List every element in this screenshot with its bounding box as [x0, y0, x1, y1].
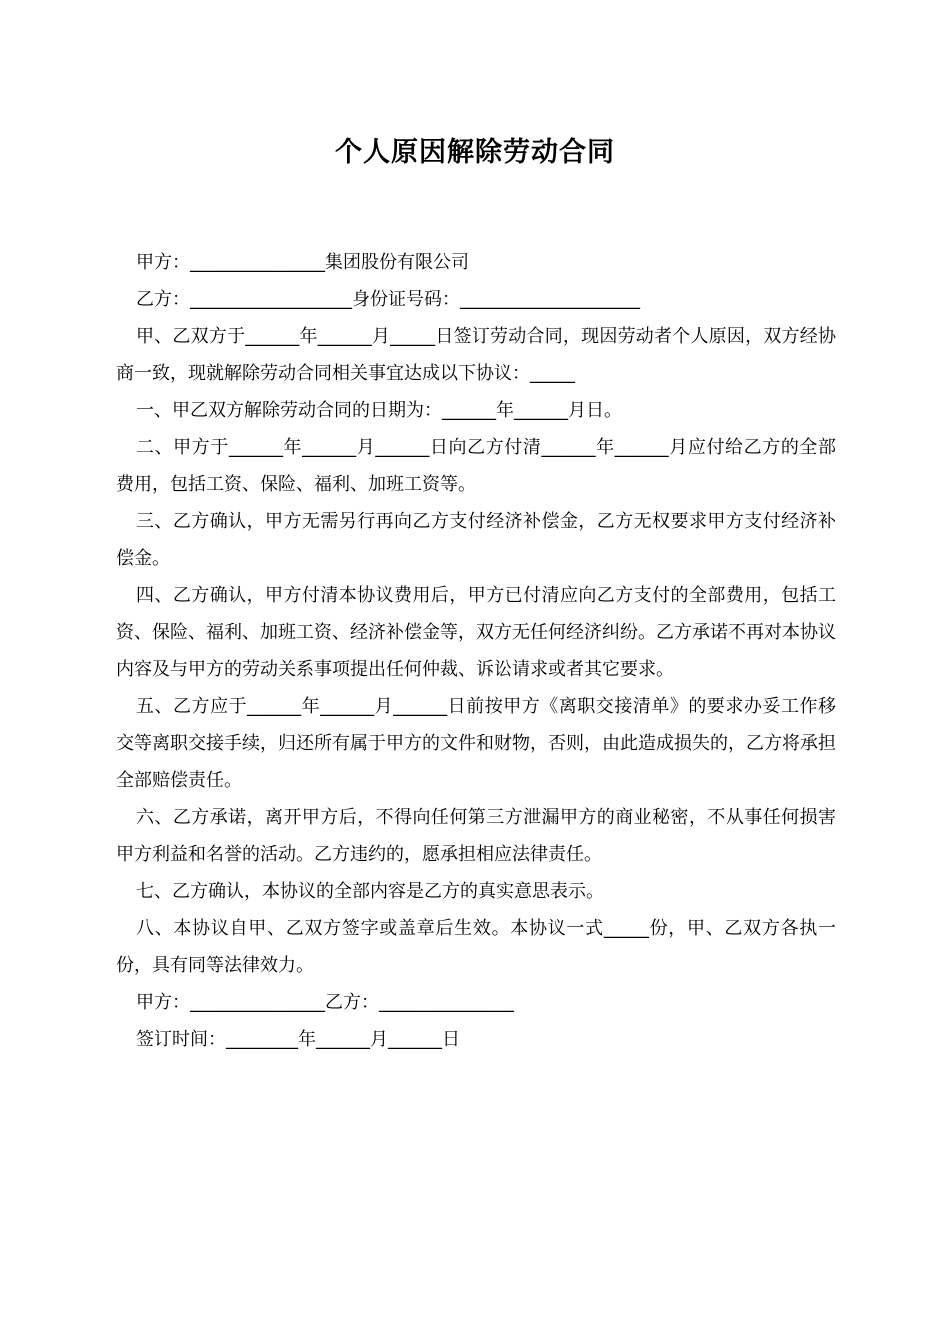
clause-7: 七、乙方确认，本协议的全部内容是乙方的真实意思表示。: [136, 881, 604, 902]
clause-8: 八、本协议自甲、乙双方签字或盖章后生效。本协议一式_____份，甲、乙双方各执一份，具有同等法律效力。: [116, 918, 836, 976]
clause-1: 一、甲乙双方解除劳动合同的日期为：______年______月日。: [136, 400, 622, 421]
document-body: [116, 244, 836, 1058]
party-a-line: 甲方：_______________集团股份有限公司: [136, 252, 469, 273]
clause-2: 二、甲方于______年______月______日向乙方付清______年______月应付给乙方的全部费用，包括工资、保险、福利、加班工资等。: [116, 437, 836, 495]
signing-date-line: 签订时间：________年______月______日: [136, 1029, 460, 1050]
clause-4: 四、乙方确认，甲方付清本协议费用后，甲方已付清应向乙方支付的全部费用，包括工资、保险、福利、加班工资、经济补偿金等，双方无任何经济纠纷。乙方承诺不再对本协议内容及与甲方的劳动关系事项提出任何仲裁、诉讼请求或者其它要求。: [116, 585, 836, 680]
document-title: 个人原因解除劳动合同: [335, 137, 615, 168]
clause-3: 三、乙方确认，甲方无需另行再向乙方支付经济补偿金，乙方无权要求甲方支付经济补偿金。: [116, 511, 836, 569]
preamble-paragraph: 甲、乙双方于______年______月_____日签订劳动合同，现因劳动者个人原因，双方经协商一致，现就解除劳动合同相关事宜达成以下协议：_____: [116, 326, 836, 384]
clause-5: 五、乙方应于______年______月______日前按甲方《离职交接清单》的要求办妥工作移交等离职交接手续，归还所有属于甲方的文件和财物，否则，由此造成损失的，乙方将承担全部赔偿责任。: [116, 696, 836, 791]
signature-line: 甲方：_______________乙方：_______________: [136, 992, 514, 1013]
clause-6: 六、乙方承诺，离开甲方后，不得向任何第三方泄漏甲方的商业秘密，不从事任何损害甲方利益和名誉的活动。乙方违约的，愿承担相应法律责任。: [116, 807, 836, 865]
party-b-line: 乙方：__________________身份证号码：____________________: [136, 289, 640, 310]
